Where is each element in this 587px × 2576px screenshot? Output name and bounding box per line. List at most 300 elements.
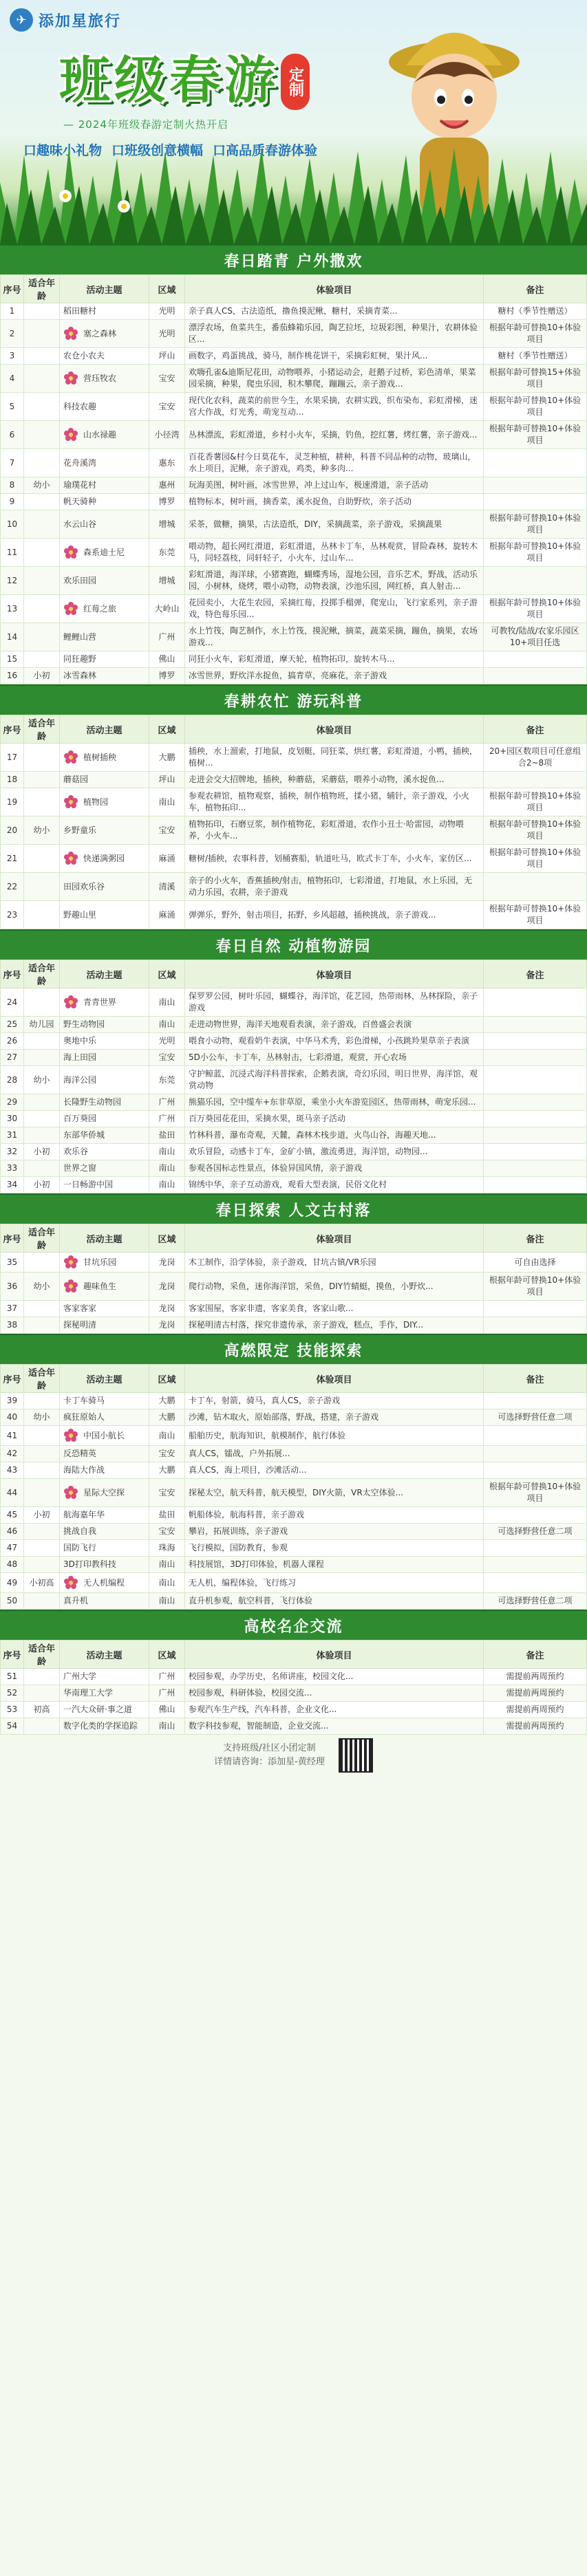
row-number: 30 [1,1111,24,1127]
subtitle: — 2024年班级春游定制火热开启 [63,118,228,131]
row-items: 校园参观，办学历史，名师讲座，校园文化... [185,1669,484,1685]
row-area: 增城 [149,567,185,595]
row-area: 广州 [149,1111,185,1127]
row-items: 帆船体验，航海科普，亲子游戏 [185,1507,484,1524]
row-age [24,988,60,1017]
table-row[interactable] [1,1111,587,1127]
row-number: 35 [1,1253,24,1273]
row-number: 9 [1,494,24,510]
row-number: 7 [1,449,24,477]
row-age [24,1462,60,1479]
row-age [24,1393,60,1409]
row-theme [60,393,149,421]
row-theme-label: 鲤鲤山营 [63,631,97,642]
table-row[interactable] [1,1177,587,1193]
row-items: 船舶历史，航海知识，航模制作，航行体验 [185,1426,484,1446]
table-row[interactable] [1,1685,587,1702]
table-row[interactable] [1,1409,587,1426]
row-items: 糖树/插秧，农事科普，划桶赛船，轨道吐马，欧式卡丁车，小火车，家仿区... [185,845,484,873]
table-row[interactable] [1,539,587,567]
table-row[interactable] [1,1593,587,1610]
row-theme [60,348,149,365]
row-area: 龙岗 [149,1301,185,1317]
column-header: 区域 [149,960,185,988]
flower-icon [63,545,78,560]
row-age [24,1301,60,1317]
row-items: 喂食小动物，观看奶牛表演，中华马术秀，彩色滑梯，小孩跳羚果草亲子表演 [185,1033,484,1050]
grass-decoration [0,141,587,244]
row-age [24,1253,60,1273]
row-theme [60,1017,149,1033]
row-theme [60,668,149,684]
row-number: 42 [1,1446,24,1462]
column-header: 区域 [149,1365,185,1393]
activity-table [0,1364,587,1610]
row-area: 盐田 [149,1507,185,1524]
table-row[interactable] [1,1540,587,1557]
row-age [24,348,60,365]
table-row[interactable] [1,1524,587,1540]
row-theme-label: 疯狂原始人 [63,1412,105,1422]
table-row[interactable] [1,1066,587,1094]
row-items: 参观汽车生产线，汽车科普，企业文化... [185,1702,484,1718]
row-age: 小初 [24,1144,60,1160]
row-note [484,1111,587,1127]
section-title: 高燃限定 技能探索 [0,1334,587,1364]
table-row[interactable] [1,477,587,494]
row-area: 南山 [149,788,185,816]
table-row[interactable] [1,901,587,929]
row-area: 龙岗 [149,1253,185,1273]
row-theme [60,651,149,668]
row-theme [60,1557,149,1573]
row-area: 南山 [149,1557,185,1573]
row-note [484,873,587,901]
section [0,1193,587,1334]
row-theme-label: 植物园 [83,797,109,807]
table-row[interactable] [1,1669,587,1685]
row-number: 24 [1,988,24,1017]
table-row[interactable] [1,873,587,901]
flower-icon [63,326,78,341]
row-note [484,1050,587,1066]
table-row[interactable] [1,1393,587,1409]
row-note: 20+园区数项目可任意组合2~8项 [484,744,587,772]
row-theme-label: 青青世界 [83,997,117,1007]
row-theme-label: 欢乐田园 [63,575,97,585]
table-row[interactable] [1,1253,587,1273]
row-age [24,494,60,510]
column-header: 体验项目 [185,1641,484,1669]
row-items: 弹弹乐，野外，射击项目，拓野，乡风超越，插秧挑战，亲子游戏... [185,901,484,929]
table-row[interactable] [1,1557,587,1573]
row-number: 29 [1,1094,24,1111]
row-area: 盐田 [149,1127,185,1144]
row-items: 水上竹筏，陶艺制作，水上竹筏，摸泥鳅，摘菜，蔬菜采摘，蹦鱼，摘果，农场游戏... [185,623,484,651]
row-items: 玩海美图，树叶画，冰雪世界，冲上过山车，极速滑道，亲子活动 [185,477,484,494]
row-items: 竹林科普，瀑布奇观，天麓，森林木栈步道，火鸟山谷，海趣天地... [185,1127,484,1144]
row-area: 麻涌 [149,845,185,873]
row-theme-label: 蘑菇园 [63,775,89,784]
table-row[interactable] [1,303,587,320]
row-theme [60,1702,149,1718]
table-row[interactable] [1,772,587,788]
table-row[interactable] [1,1446,587,1462]
row-area: 南山 [149,1017,185,1033]
table-header [1,1365,587,1393]
row-number: 36 [1,1273,24,1301]
row-theme-label: 乡野童乐 [63,825,97,835]
row-theme-label: 趣味鱼生 [83,1281,117,1291]
slogan-2: 口班级创意横幅 [111,143,204,158]
row-theme-label: 水云山谷 [63,519,97,529]
row-age [24,1557,60,1573]
row-note: 根据年龄可替换10+体验项目 [484,788,587,816]
row-theme [60,1050,149,1066]
row-number: 52 [1,1685,24,1702]
row-theme [60,1253,149,1273]
table-row[interactable] [1,1094,587,1111]
row-theme-label: 长隆野生动物园 [63,1097,122,1107]
table-row[interactable] [1,348,587,365]
table-row[interactable] [1,1718,587,1735]
row-area: 大鹏 [149,1393,185,1409]
row-items: 锦绣中华，亲子互动游戏，观看大型表演，民俗文化村 [185,1177,484,1193]
row-items: 爬行动物，采鱼，迷你海洋馆，采鱼，DIY竹蜻蜓，摸鱼，小野炊... [185,1273,484,1301]
qr-code[interactable] [339,1738,373,1773]
row-area: 宝安 [149,1479,185,1507]
table-row[interactable] [1,1144,587,1160]
column-header: 备注 [484,1365,587,1393]
row-number: 50 [1,1593,24,1610]
row-items: 漂浮农场，鱼菜共生，番茄蜂箱乐园，陶艺拉坯，垃圾彩图，种果汁，农耕体验区... [185,320,484,348]
column-header: 适合年龄 [24,960,60,988]
row-note: 可选择野营任意二项 [484,1524,587,1540]
table-row[interactable] [1,1507,587,1524]
row-items: 科技展馆，3D打印体验，机器人课程 [185,1557,484,1573]
row-number: 51 [1,1669,24,1685]
row-theme-label: 华南理工大学 [63,1688,114,1698]
row-note: 需提前两周预约 [484,1702,587,1718]
table-row[interactable] [1,1462,587,1479]
row-theme [60,1593,149,1610]
flower-icon [63,1279,78,1294]
row-items: 插秧，水上溜索，打地鼠，皮划艇，同狂菜，烘红薯，彩虹滑道，小鸭，插秧，植树... [185,744,484,772]
footer-line2: 详情请咨询：添加星-黄经理 [214,1757,325,1767]
row-theme [60,477,149,494]
table-row[interactable] [1,1050,587,1066]
row-theme [60,1426,149,1446]
column-header: 适合年龄 [24,275,60,303]
row-age [24,539,60,567]
row-note [484,1317,587,1334]
row-number: 4 [1,365,24,393]
row-items: 真人CS，镭战，户外拓展... [185,1446,484,1462]
column-header: 适合年龄 [24,715,60,744]
footer [0,1735,587,1776]
row-note [484,477,587,494]
row-theme-label: 冰雪森林 [63,671,97,680]
row-note: 根据年龄可替换10+体验项目 [484,1479,587,1507]
table-row[interactable] [1,320,587,348]
table-row[interactable] [1,1702,587,1718]
row-theme [60,510,149,539]
row-area: 宝安 [149,393,185,421]
row-number: 45 [1,1507,24,1524]
row-items: 百花香薯园&村今日莫花车，灵芝种植，耕种，科普不同品种的动物，玻璃山，水上项目，泥鳅，亲子游戏，鸡类，种多肉... [185,449,484,477]
column-header: 区域 [149,275,185,303]
row-theme-label: 植树插秧 [83,752,117,762]
table-row[interactable] [1,988,587,1017]
row-theme [60,901,149,929]
row-note: 可教牧/陆战/农家乐园区10+项目任选 [484,623,587,651]
row-area: 广州 [149,1094,185,1111]
row-number: 3 [1,348,24,365]
row-area: 广州 [149,1685,185,1702]
row-items: 沙滩，钻木取火，原始部落，野战，搭建，亲子游戏 [185,1409,484,1426]
row-number: 40 [1,1409,24,1426]
row-note [484,668,587,684]
row-number: 17 [1,744,24,772]
row-items: 数字科技参观，智能制造，企业交流... [185,1718,484,1735]
row-note [484,1540,587,1557]
row-number: 44 [1,1479,24,1507]
row-number: 53 [1,1702,24,1718]
table-row[interactable] [1,1426,587,1446]
table-row[interactable] [1,567,587,595]
row-number: 43 [1,1462,24,1479]
row-theme-label: 农仓小农夫 [63,351,105,360]
row-area: 增城 [149,510,185,539]
row-number: 22 [1,873,24,901]
row-number: 49 [1,1573,24,1593]
row-theme-label: 中国小航长 [83,1430,125,1440]
row-area: 南山 [149,1160,185,1177]
row-age [24,1446,60,1462]
table-row[interactable] [1,623,587,651]
table-row[interactable] [1,1273,587,1301]
row-theme-label: 无人机编程 [83,1577,125,1588]
activity-table [0,715,587,929]
row-number: 33 [1,1160,24,1177]
row-age [24,303,60,320]
row-number: 2 [1,320,24,348]
row-age [24,772,60,788]
row-age [24,651,60,668]
row-number: 20 [1,816,24,845]
row-number: 11 [1,539,24,567]
table-row[interactable] [1,1317,587,1334]
row-theme [60,494,149,510]
row-theme-label: 海洋公园 [63,1074,97,1085]
section [0,1610,587,1735]
row-items: 植物拓印，石磨豆浆，制作植物花，彩虹滑道，农作小丑士·哈雷园，动物喂养，小火车... [185,816,484,845]
row-area: 小径湾 [149,421,185,449]
row-theme [60,1409,149,1426]
table-row[interactable] [1,651,587,668]
column-header: 备注 [484,1641,587,1669]
column-header: 活动主题 [60,715,149,744]
row-age: 幼小 [24,477,60,494]
table-header [1,960,587,988]
activity-table [0,1640,587,1735]
row-number: 37 [1,1301,24,1317]
row-items: 攀岩，拓展训练，亲子游戏 [185,1524,484,1540]
row-number: 12 [1,567,24,595]
row-theme [60,816,149,845]
row-theme [60,1685,149,1702]
row-area: 光明 [149,303,185,320]
table-row[interactable] [1,421,587,449]
row-area: 坪山 [149,348,185,365]
table-row[interactable] [1,744,587,772]
table-row[interactable] [1,788,587,816]
table-row[interactable] [1,816,587,845]
table-row[interactable] [1,668,587,684]
row-theme [60,1393,149,1409]
table-row[interactable] [1,845,587,873]
row-items: 木工制作，沿学体验，亲子游戏，甘坑古镇/VR乐园 [185,1253,484,1273]
row-age: 幼小 [24,1066,60,1094]
row-theme-label: 山水禄趣 [83,429,117,440]
table-row[interactable] [1,449,587,477]
row-note: 根据年龄可替换15+体验项目 [484,365,587,393]
brand-logo: ✈ [10,8,33,32]
row-theme [60,1573,149,1593]
section-title: 春日踏青 户外撒欢 [0,244,587,274]
row-note: 糖村（季节性赠送） [484,303,587,320]
table-row[interactable] [1,1479,587,1507]
row-items: 探秘太空，航天科普，航天模型，DIY火箭，VR太空体验... [185,1479,484,1507]
row-items: 植物标本，树叶画，摘香菜，溪水捉鱼，自助野炊，亲子活动 [185,494,484,510]
row-theme-label: 奥地中乐 [63,1036,97,1046]
table-header [1,1224,587,1253]
table-row[interactable] [1,1301,587,1317]
row-number: 8 [1,477,24,494]
row-theme [60,1301,149,1317]
section [0,244,587,684]
row-number: 23 [1,901,24,929]
row-area: 东莞 [149,539,185,567]
column-header: 备注 [484,275,587,303]
row-items: 客家围屋，客家非遗，客家美食，客家山歌... [185,1301,484,1317]
row-area: 大鹏 [149,1462,185,1479]
row-theme-label: 航海嘉年华 [63,1510,105,1519]
row-theme-label: 一汽大众研·事之道 [63,1704,132,1714]
slogan-3: 口高品质春游体验 [213,143,318,158]
row-note: 可选择野营任意二项 [484,1593,587,1610]
column-header: 序号 [1,1224,24,1253]
activity-table [0,274,587,684]
row-area: 南山 [149,1426,185,1446]
row-area: 坪山 [149,772,185,788]
row-items: 丛林漂流，彩虹滑道，乡村小火车，采摘，钓鱼，挖红薯，烤红薯，亲子游戏... [185,421,484,449]
row-age [24,1540,60,1557]
table-row[interactable] [1,393,587,421]
column-header: 体验项目 [185,715,484,744]
row-note: 糖村（季节性赠送） [484,348,587,365]
row-items: 守护鲸蓝，沉浸式海洋科普探索，企鹅表演，奇幻乐园，明日世界，海洋馆，观赏动物 [185,1066,484,1094]
row-area: 宝安 [149,1524,185,1540]
row-theme-label: 挑战自我 [63,1526,97,1536]
table-row[interactable] [1,510,587,539]
row-age [24,1160,60,1177]
row-theme-label: 田园欢乐谷 [63,881,105,891]
footer-line1: 支持班级/社区小团定制 [223,1743,316,1753]
row-theme [60,1524,149,1540]
row-theme [60,1094,149,1111]
table-row[interactable] [1,595,587,623]
table-row[interactable] [1,494,587,510]
row-number: 31 [1,1127,24,1144]
row-note [484,1462,587,1479]
hero-banner [0,0,587,244]
row-note [484,1393,587,1409]
row-theme [60,303,149,320]
row-number: 48 [1,1557,24,1573]
table-row[interactable] [1,1127,587,1144]
row-theme [60,988,149,1017]
row-age [24,449,60,477]
row-age [24,1033,60,1050]
row-age [24,1111,60,1127]
row-theme-label: 花舟溪湾 [63,457,97,468]
row-note: 需提前两周预约 [484,1718,587,1735]
table-row[interactable] [1,1017,587,1033]
row-number: 18 [1,772,24,788]
table-row[interactable] [1,1573,587,1593]
row-items: 熊猫乐园，空中缆车+东非草原，乘坐小火车游览园区，热带雨林，萌宠乐园... [185,1094,484,1111]
row-age [24,1593,60,1610]
row-theme [60,567,149,595]
row-area: 惠州 [149,477,185,494]
row-theme-label: 塞之森林 [83,328,117,338]
flower-icon [63,1575,78,1590]
row-theme-label: 3D打印教科技 [63,1559,116,1569]
row-items: 现代化农科，蔬菜的前世今生，水果采摘，农耕实践，织布染布，彩虹滑梯，迷宫大作战，灯光秀，萌宠互动... [185,393,484,421]
row-items: 直升机参观，航空科普，飞行体验 [185,1593,484,1610]
row-number: 15 [1,651,24,668]
table-row[interactable] [1,365,587,393]
row-items: 同狂小火车，彩虹滑道，摩天轮，植物拓印，旋转木马... [185,651,484,668]
column-header: 适合年龄 [24,1365,60,1393]
row-area: 广州 [149,1669,185,1685]
row-theme-label: 百万葵园 [63,1114,97,1123]
row-theme [60,1462,149,1479]
brand[interactable] [10,8,121,32]
row-items: 参观各国标志性景点，体验异国风情，亲子游戏 [185,1160,484,1177]
row-theme-label: 稻田糖村 [63,306,97,316]
activity-table [0,960,587,1193]
row-number: 13 [1,595,24,623]
table-row[interactable] [1,1160,587,1177]
row-number: 32 [1,1144,24,1160]
row-theme [60,744,149,772]
row-number: 34 [1,1177,24,1193]
row-age [24,510,60,539]
row-note [484,1066,587,1094]
table-row[interactable] [1,1033,587,1050]
row-age [24,595,60,623]
row-note: 根据年龄可替换10+体验项目 [484,539,587,567]
row-theme [60,873,149,901]
row-age [24,901,60,929]
row-age [24,1479,60,1507]
row-theme [60,539,149,567]
row-age [24,320,60,348]
row-note [484,567,587,595]
column-header: 备注 [484,1224,587,1253]
